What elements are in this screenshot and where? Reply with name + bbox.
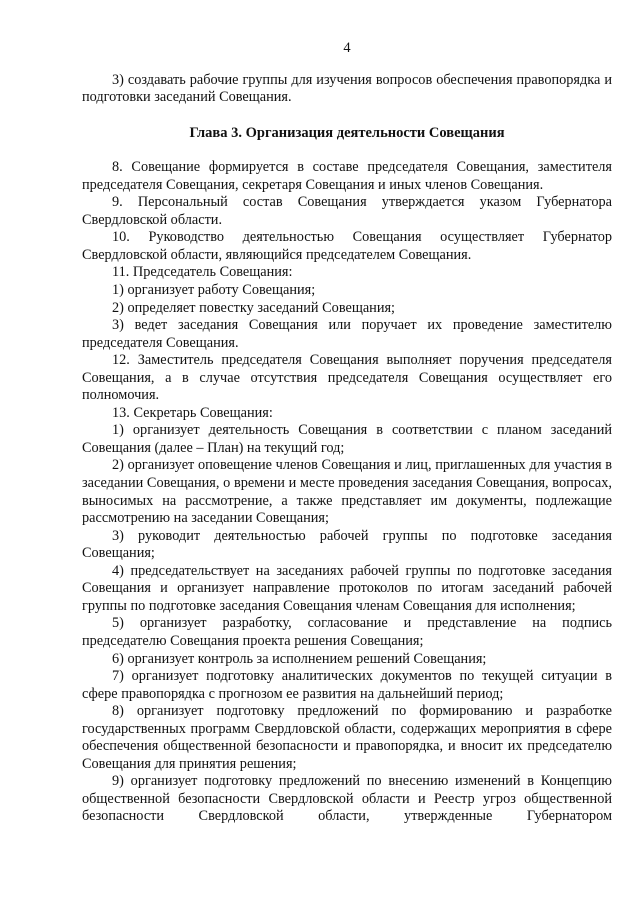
paragraph-11-item-2: 2) определяет повестку заседаний Совещания; <box>112 299 396 316</box>
intro-paragraph: 3) создавать рабочие группы для изучения вопросов обеспечения правопорядка и подготовки заседаний Совещания. <box>82 71 612 106</box>
paragraph-8: 8. Совещание формируется в составе председателя Совещания, заместителя председателя Совещания, секретаря Совещания и иных членов Совещания. <box>82 159 612 193</box>
paragraph-13-item-5: 5) организует разработку, согласование и представление на подпись председателю Совещания проекта решения Совещания; <box>82 615 612 649</box>
paragraph-11: 11. Председатель Совещания: <box>112 264 293 281</box>
paragraph-9: 9. Персональный состав Совещания утверждается указом Губернатора Свердловской области. <box>82 194 612 228</box>
paragraph-13-item-7: 7) организует подготовку аналитических документов по текущей ситуации в сфере правопорядка с прогнозом ее развития на дальнейший период; <box>82 668 612 702</box>
paragraph-13-item-9: 9) организует подготовку предложений по внесению изменений в Концепцию общественной безопасности Свердловской области и Реестр угроз общественной безопасности Свердловской области, утвержденные Губернатором <box>82 773 612 825</box>
paragraph-13-item-8: 8) организует подготовку предложений по формированию и разработке государственных программ Свердловской области, содержащих мероприятия в сфере обеспечения общественной безопасности и правопорядка, и вносит их председателю Совещания для принятия решения; <box>82 703 612 772</box>
paragraph-13-item-1: 1) организует деятельность Совещания в соответствии с планом заседаний Совещания (далее – План) на текущий год; <box>82 422 612 456</box>
page-number: 4 <box>343 40 351 56</box>
paragraph-13-item-6: 6) организует контроль за исполнением решений Совещания; <box>112 650 487 667</box>
paragraph-13: 13. Секретарь Совещания: <box>112 404 273 421</box>
paragraph-13-item-4: 4) председательствует на заседаниях рабочей группы по подготовке заседания Совещания и организует направление протоколов по итогам заседаний рабочей группы по подготовке заседания Совещания членам Совещания для исполнения; <box>82 562 612 614</box>
paragraph-13-item-2: 2) организует оповещение членов Совещания и лиц, приглашенных для участия в заседании Совещания, о времени и месте проведения заседания Совещания, вопросах, выносимых на рассмотрение, а также представляет им документы, подлежащие рассмотрению на заседании Совещания; <box>82 457 612 527</box>
paragraph-11-item-1: 1) организует работу Совещания; <box>112 282 316 299</box>
paragraph-12: 12. Заместитель председателя Совещания выполняет поручения председателя Совещания, а в случае отсутствия председателя Совещания осуществляет его полномочия. <box>82 352 612 404</box>
paragraph-11-item-3: 3) ведет заседания Совещания или поручает их проведение заместителю председателя Совещания. <box>82 317 612 351</box>
paragraph-10: 10. Руководство деятельностью Совещания осуществляет Губернатор Свердловской области, являющийся председателем Совещания. <box>82 229 612 263</box>
paragraph-13-item-3: 3) руководит деятельностью рабочей группы по подготовке заседания Совещания; <box>82 527 612 562</box>
chapter-title: Глава 3. Организация деятельности Совещания <box>189 124 505 141</box>
